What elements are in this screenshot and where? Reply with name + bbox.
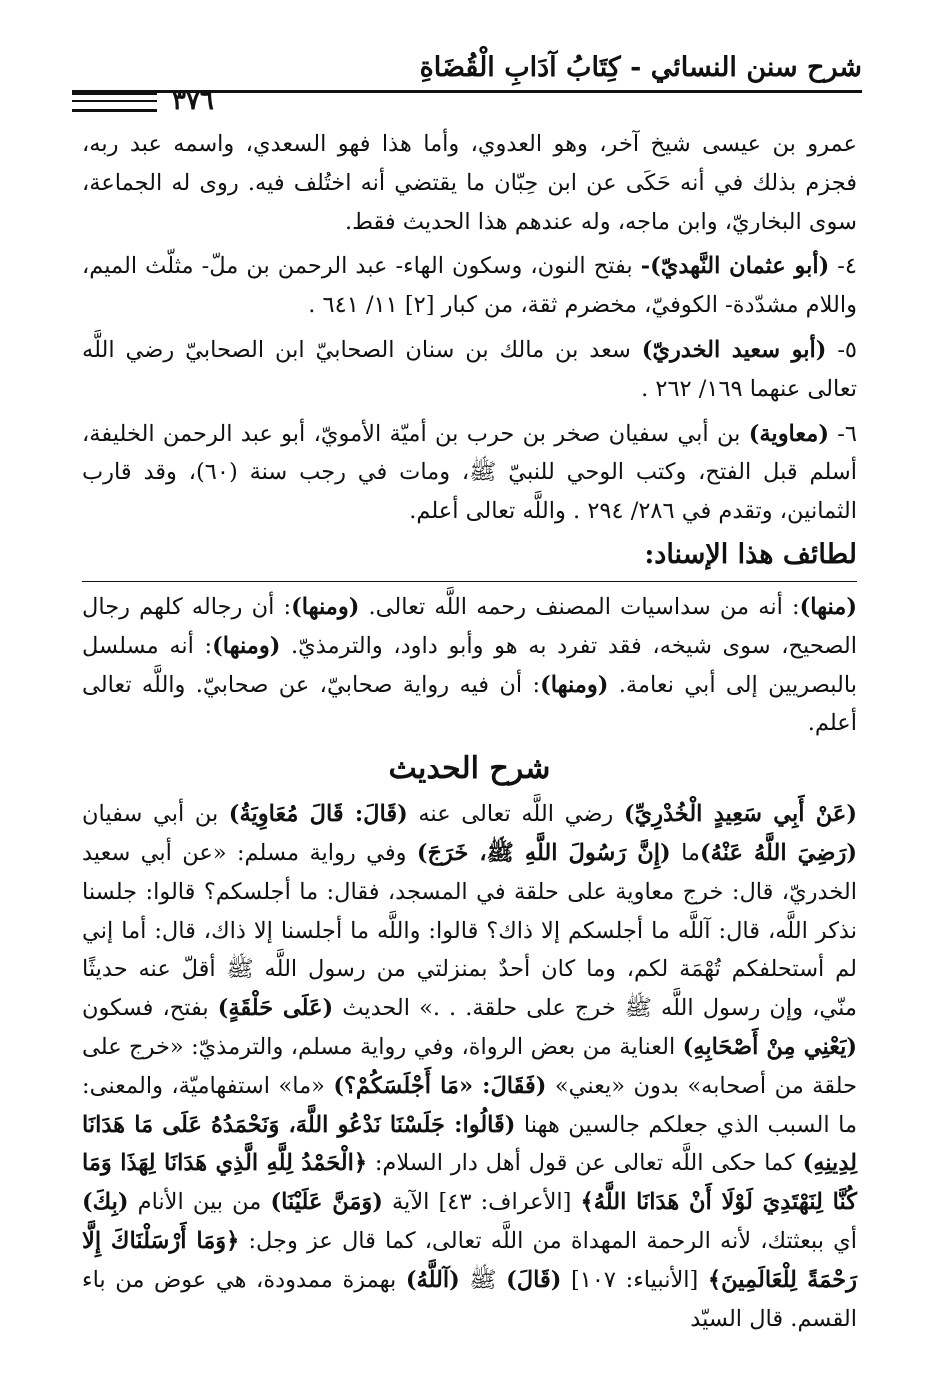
narrator-name: (أبو سعيد الخدريّ) [641, 336, 827, 363]
hadith-quote: (إِنَّ رَسُولَ اللَّهِ ﷺ، خَرَجَ) [416, 839, 671, 866]
running-title: شرح سنن النسائي - كِتَابُ آدَابِ الْقُضَاةِ [419, 52, 862, 83]
text-run: [الأعراف: ٤٣] الآية [382, 1189, 581, 1216]
text-run: : أن رجاله كلهم رجال الصحيح، سوى شيخه، فقد تفرد به هو وأبو داود، والترمذيّ. [82, 593, 857, 659]
text-run: أي ببعثتك، لأنه الرحمة المهداة من اللَّه تعالى، كما قال عز وجل: [239, 1227, 857, 1254]
header-rule-ornament [72, 92, 157, 112]
bio-paragraph-6 [82, 415, 857, 531]
page-number: ٣٧٦ [172, 86, 214, 116]
text-run: وفي رواية مسلم: «عن أبي سعيد الخدريّ، قال: خرج معاوية على حلقة في المسجد، فقال: ما أجلسكم؟ قالوا: جلسنا نذكر اللَّه، قال: آللَّه ما أجلسكم إلا ذاك؟ قالوا: واللَّه ما أجلسنا إلا ذاك، قال: أما إني لم أستحلفكم تُهْمَة لكم، وما كان أحدٌ بمنزلتي من رسول اللَّه ﷺ أقلّ عنه حديثًا منّي، وإن رسول اللَّه ﷺ خرج على حلقة. . .» الحديث [82, 839, 857, 1022]
bold-term: (منها) [799, 593, 857, 620]
hadith-quote: (فَقَالَ: «مَا أَجْلَسَكُمْ؟) [333, 1072, 547, 1099]
bio-paragraph-5 [82, 331, 857, 409]
section-heading-sharh: شرح الحديث [388, 751, 551, 787]
narrator-name: (معاوية) [748, 420, 829, 447]
section-heading-isnad: لطائف هذا الإسناد: [644, 538, 857, 570]
hadith-quote: (قَالُوا: جَلَسْنَا نَدْعُو اللَّهَ، وَنَحْمَدُهُ عَلَى مَا هَدَانَا لِدِينِهِ) [82, 1111, 857, 1177]
hadith-quote: (بِكَ) [82, 1189, 129, 1216]
text-run: ما [670, 839, 700, 866]
text-run: بفتح، فسكون [82, 995, 218, 1022]
item-number: ٤- [837, 253, 857, 280]
bio-paragraph-continued: عمرو بن عيسى شيخ آخر، وهو العدوي، وأما هذا فهو السعدي، واسمه عبد ربه، فجزم بذلك في أنه حَكَى عن ابن حِبّان ما يقتضي أنه اختُلف فيه. روى له الجماعة، سوى البخاريّ، وابن ماجه، وله عندهم هذا الحديث فقط. [82, 131, 857, 235]
hadith-quote: (عَلَى حَلْقَةٍ) [217, 995, 334, 1022]
text-run: من بين الأنام [128, 1189, 271, 1216]
section-divider [82, 581, 857, 582]
narrator-bio: بفتح النون، وسكون الهاء- عبد الرحمن بن ملّ- مثلّث الميم، واللام مشدّدة- الكوفيّ، مخضرم ثقة، من كبار [٢] ١١/ ٦٤١ . [82, 253, 857, 319]
page-body [82, 125, 857, 1338]
text-run: : أنه مسلسل بالبصريين إلى أبي نعامة. [82, 632, 857, 698]
bio-paragraph-4 [82, 247, 857, 325]
hadith-quote: (قَالَ) [506, 1266, 562, 1293]
hadith-quote: (وَمَنَّ عَلَيْنَا) [270, 1189, 383, 1216]
bold-term: (ومنها) [212, 632, 281, 659]
narrator-name: (أبو عثمان النَّهديّ)- [640, 253, 830, 280]
bold-term: (ومنها) [540, 671, 609, 698]
text-run: كما حكى اللَّه تعالى عن قول أهل دار السلام: [367, 1150, 803, 1177]
text-run: : أن فيه رواية صحابيّ، عن صحابيّ. واللَّه تعالى أعلم. [82, 671, 857, 737]
text-run: رضي اللَّه تعالى عنه [407, 801, 624, 828]
narrator-bio: سعد بن مالك بن سنان الصحابيّ ابن الصحابيّ رضي اللَّه تعالى عنهما ١٦٩/ ٢٦٢ . [82, 336, 857, 402]
hadith-quote: (قَالَ: قَالَ مُعَاوِيَةُ) [228, 801, 408, 828]
item-number: ٥- [837, 336, 858, 363]
narrator-bio: بن أبي سفيان صخر بن حرب بن أميّة الأمويّ، أبو عبد الرحمن الخليفة، أسلم قبل الفتح، وكتب الوحي للنبيّ ﷺ، ومات في رجب سنة (٦٠)، وقد قارب الثمانين، وتقدم في ٢٨٦/ ٢٩٤ . واللَّه تعالى أعلم. [82, 420, 857, 525]
isnad-paragraph [82, 588, 857, 743]
text-run: : أنه من سداسيات المصنف رحمه اللَّه تعالى. [359, 593, 800, 620]
hadith-quote: (رَضِيَ اللَّهُ عَنْهُ) [700, 839, 857, 866]
text-run: العناية من بعض الرواة، وفي رواية مسلم، والترمذيّ: «خرج على حلقة من أصحابه» بدون «يعني» [82, 1033, 857, 1099]
quran-verse: ﴿وَمَا أَرْسَلْنَاكَ إِلَّا رَحْمَةً لِلْعَالَمِينَ﴾ [82, 1227, 857, 1293]
text-run: بن أبي سفيان [82, 801, 229, 828]
text-run: ﷺ [459, 1266, 507, 1293]
text-run: بهمزة ممدودة، هي عوض من باء القسم. قال السيّد [82, 1266, 857, 1332]
item-number: ٦- [837, 420, 857, 447]
hadith-quote: (آللَّهُ) [405, 1266, 460, 1293]
text-run: [الأنبياء: ١٠٧] [561, 1266, 708, 1293]
quran-verse: ﴿الْحَمْدُ لِلَّهِ الَّذِي هَدَانَا لِهَذَا وَمَا كُنَّا لِنَهْتَدِيَ لَوْلَا أَنْ هَدَانَا اللَّهُ﴾ [82, 1150, 857, 1216]
bold-term: (ومنها) [291, 593, 360, 620]
sharh-paragraph [82, 795, 857, 1338]
hadith-quote: (عَنْ أَبِي سَعِيدٍ الْخُدْرِيِّ) [623, 801, 857, 828]
page-header [72, 52, 862, 116]
hadith-quote: (يَعْنِي مِنْ أَصْحَابِهِ) [682, 1033, 857, 1060]
text-run: «ما» استفهاميّة، والمعنى: ما السبب الذي جعلكم جالسين ههنا [82, 1072, 857, 1138]
